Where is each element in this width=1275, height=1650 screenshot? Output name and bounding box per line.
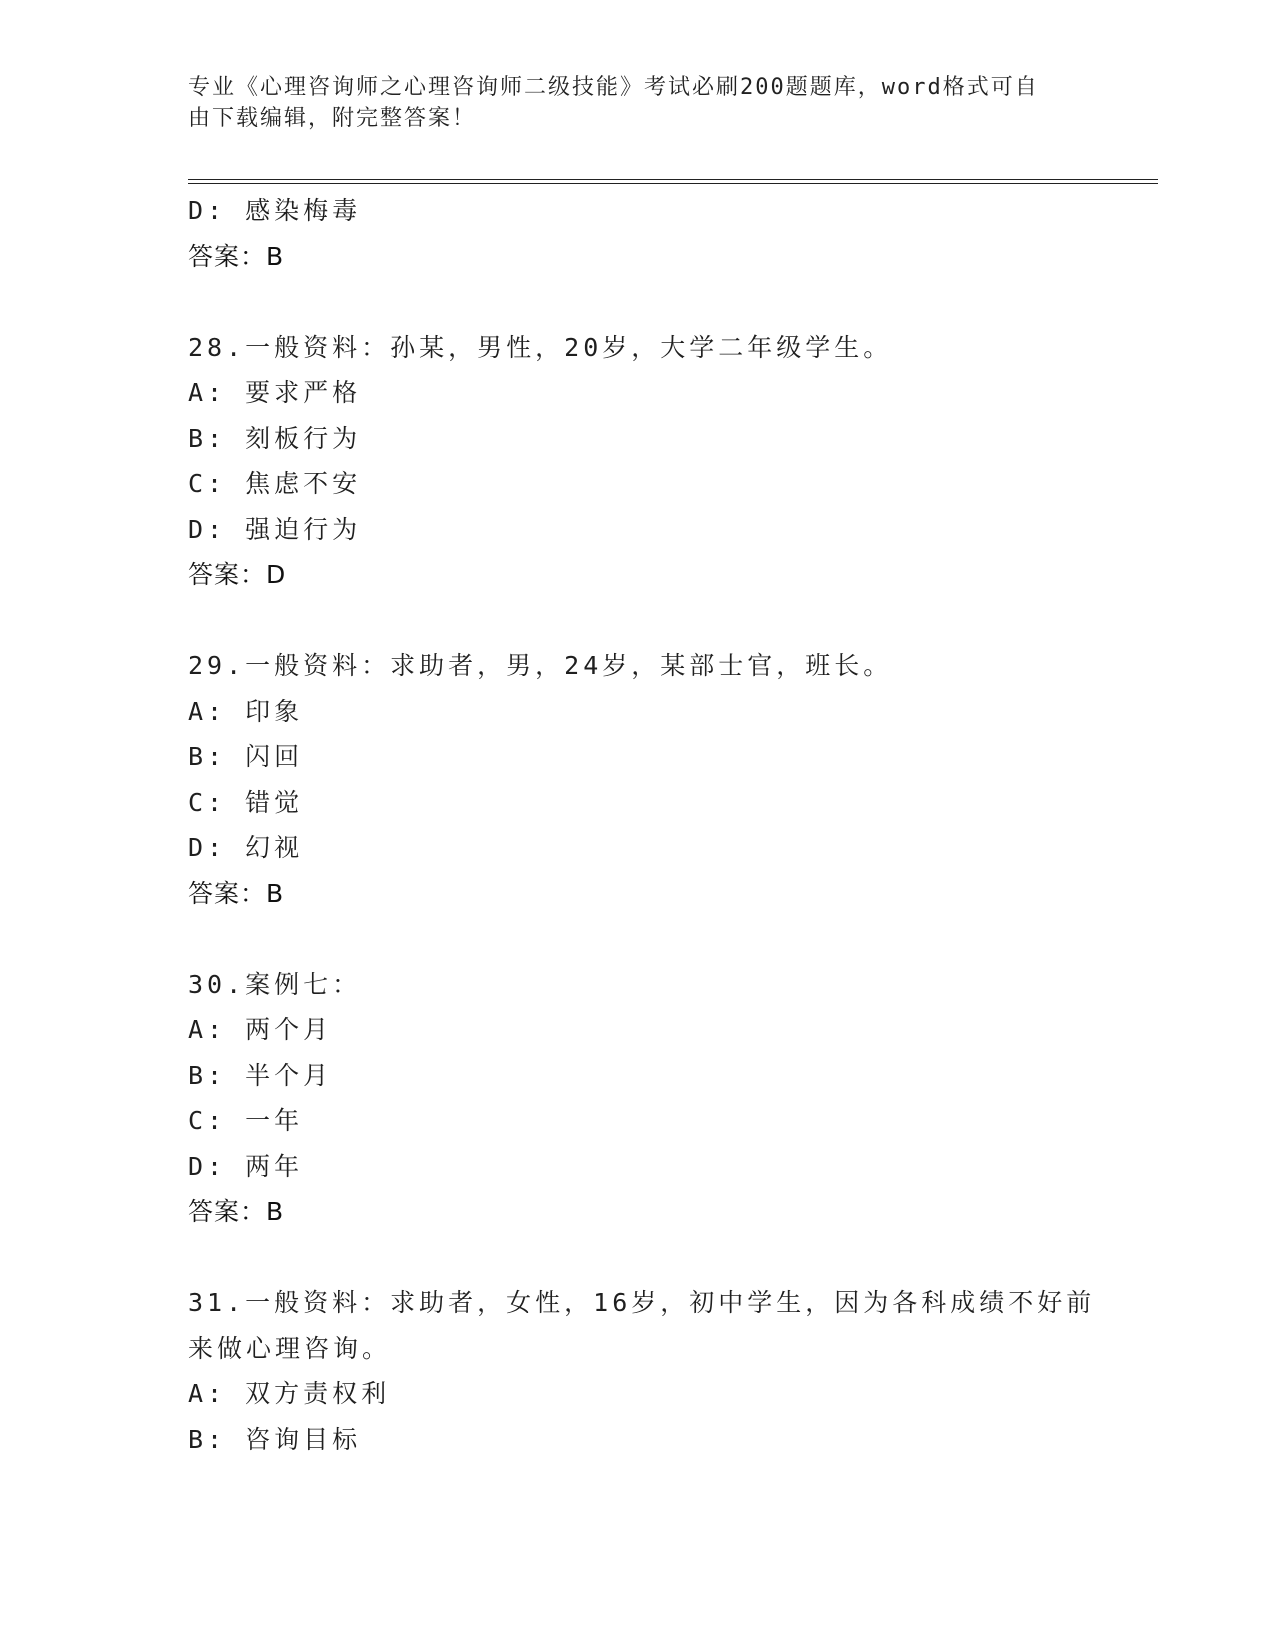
option-d: D: 强迫行为 [188, 514, 362, 544]
option-c: C: 一年 [188, 1106, 304, 1135]
option-a: A: 要求严格 [188, 378, 362, 407]
spacer [188, 279, 1088, 325]
header-line-1: 专业《心理咨询师之心理咨询师二级技能》考试必刷200题题库，word格式可自 [188, 75, 1039, 100]
spacer [188, 916, 1088, 962]
document-header [188, 72, 1088, 134]
option-d: D: 两年 [188, 1151, 304, 1181]
spacer [188, 1235, 1088, 1281]
question-29 [188, 643, 1088, 916]
answer-line: 答案：B [188, 878, 285, 908]
option-d: D: 感染梅毒 [188, 196, 362, 225]
header-divider [188, 179, 1158, 184]
question-stem: 28.一般资料：孙某，男性，20岁，大学二年级学生。 [188, 332, 893, 362]
question-stem: 30.案例七： [188, 969, 362, 999]
question-stem-line-1: 31.一般资料：求助者，女性，16岁，初中学生，因为各科成绩不好前 [188, 1288, 1096, 1317]
question-30 [188, 962, 1088, 1235]
option-b: B: 闪回 [188, 742, 304, 771]
answer-line: 答案：D [188, 560, 287, 589]
option-b: B: 咨询目标 [188, 1424, 362, 1454]
option-a: A: 印象 [188, 696, 304, 726]
spacer [188, 598, 1088, 644]
header-line-2: 由下载编辑，附完整答案！ [188, 106, 477, 131]
question-28 [188, 325, 1088, 598]
option-c: C: 错觉 [188, 787, 304, 817]
option-c: C: 焦虑不安 [188, 469, 362, 498]
answer-line: 答案：B [188, 241, 285, 271]
option-a: A: 两个月 [188, 1015, 333, 1044]
answer-line: 答案：B [188, 1197, 285, 1226]
option-b: B: 半个月 [188, 1060, 333, 1090]
option-b: B: 刻板行为 [188, 423, 362, 453]
option-d: D: 幻视 [188, 833, 304, 862]
question-stem: 29.一般资料：求助者，男，24岁，某部士官，班长。 [188, 651, 893, 680]
question-list [188, 188, 1096, 1462]
question-stem-line-2: 来做心理咨询。 [188, 1333, 392, 1363]
option-a: A: 双方责权利 [188, 1379, 391, 1408]
question-31 [188, 1280, 1096, 1462]
